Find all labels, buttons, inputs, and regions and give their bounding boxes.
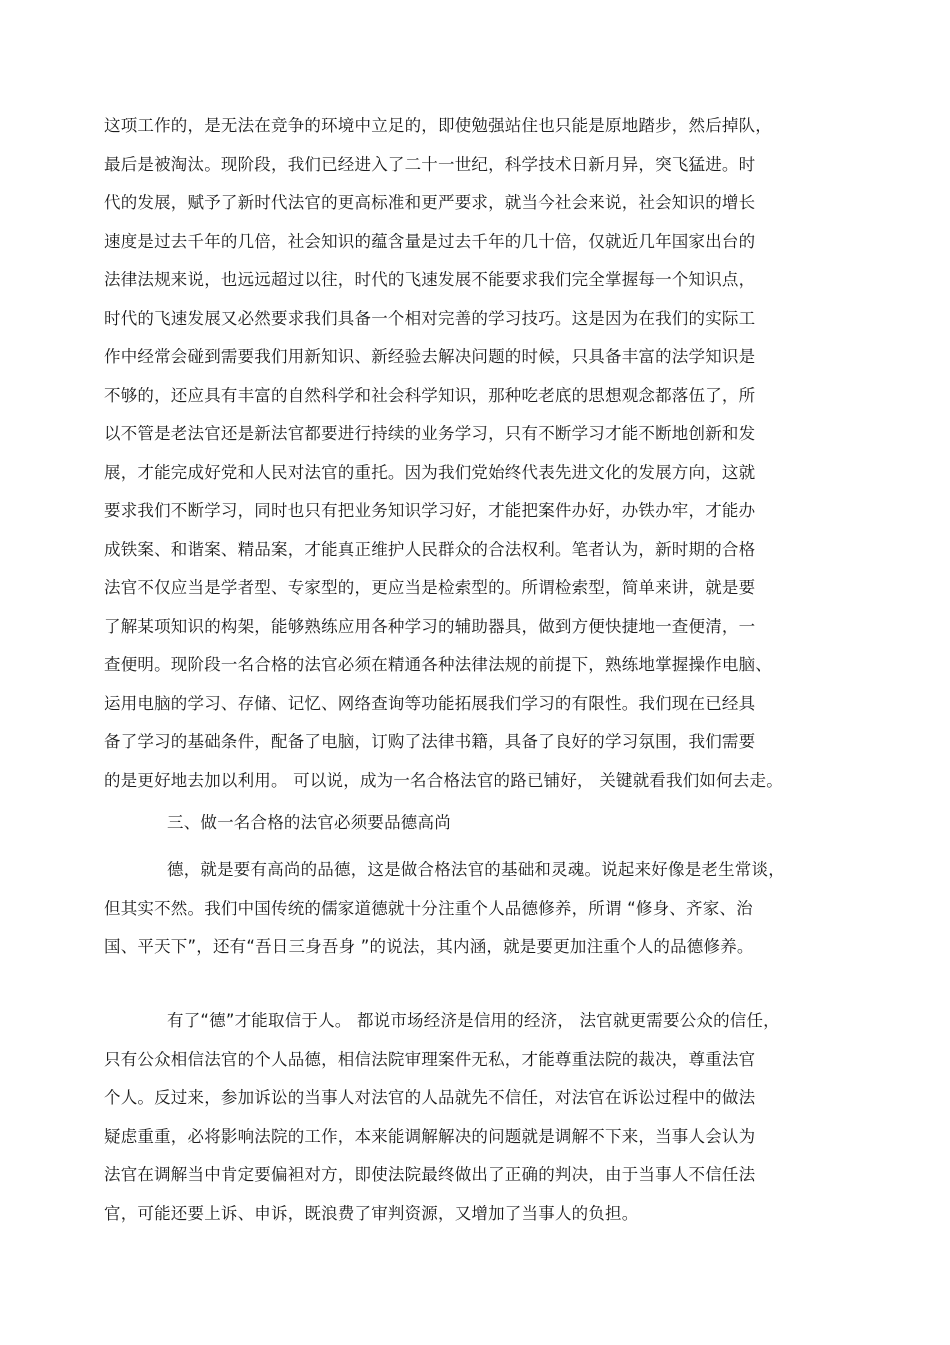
text-line: 国、平天下”，还有“吾日三身吾身 ”的说法，其内涵，就是要更加注重个人的品德修养。 — [104, 937, 754, 956]
paragraph-3 — [104, 1011, 864, 1242]
text-line: 但其实不然。我们中国传统的儒家道德就十分注重个人品德修养，所谓 “修身、齐家、治 — [104, 898, 753, 918]
text-line: 成铁案、和谐案、精品案，才能真正维护人民群众的合法权利。笔者认为，新时期的合格 — [104, 539, 756, 559]
text-line: 要求我们不断学习，同时也只有把业务知识学习好，才能把案件办好，办铁办牢，才能办 — [104, 501, 756, 520]
text-line: 查便明。现阶段一名合格的法官必须在精通各种法律法规的前提下，熟练地掌握操作电脑、 — [104, 655, 772, 674]
text-line: 运用电脑的学习、存储、记忆、网络查询等功能拓展我们学习的有限性。我们现在已经具 — [104, 693, 756, 713]
text-line: 的是更好地去加以利用。 可以说，成为一名合格法官的路已铺好， 关键就看我们如何去走。 — [104, 770, 783, 790]
text-line: 疑虑重重，必将影响法院的工作，本来能调解解决的问题就是调解不下来，当事人会认为 — [104, 1126, 756, 1146]
text-line: 不够的，还应具有丰富的自然科学和社会科学知识，那种吃老底的思想观念都落伍了，所 — [104, 385, 756, 405]
text-line: 展，才能完成好党和人民对法官的重托。因为我们党始终代表先进文化的发展方向，这就 — [104, 462, 756, 482]
text-line: 个人。反过来，参加诉讼的当事人对法官的人品就先不信任，对法官在诉讼过程中的做法 — [104, 1088, 756, 1107]
text-line: 法官在调解当中肯定要偏袒对方，即使法院最终做出了正确的判决，由于当事人不信任法 — [104, 1165, 756, 1184]
section-heading: 三、做一名合格的法官必须要品德高尚 — [167, 813, 451, 832]
paragraph-2 — [104, 860, 864, 976]
text-line: 这项工作的，是无法在竞争的环境中立足的，即使勉强站住也只能是原地踏步，然后掉队， — [104, 116, 772, 135]
text-line: 法官不仅应当是学者型、专家型的，更应当是检索型的。所谓检索型，简单来讲，就是要 — [104, 578, 756, 597]
text-line: 代的发展，赋予了新时代法官的更高标准和更严要求，就当今社会来说，社会知识的增长 — [104, 193, 756, 212]
text-line: 最后是被淘汰。现阶段，我们已经进入了二十一世纪，科学技术日新月异，突飞猛进。时 — [104, 154, 756, 174]
text-line: 备了学习的基础条件，配备了电脑，订购了法律书籍，具备了良好的学习氛围，我们需要 — [104, 732, 756, 751]
text-line: 有了“德”才能取信于人。 都说市场经济是信用的经济， 法官就更需要公众的信任， — [167, 1011, 780, 1030]
text-line: 只有公众相信法官的个人品德，相信法院审理案件无私，才能尊重法院的裁决，尊重法官 — [104, 1049, 756, 1069]
text-line: 法律法规来说，也远远超过以往，时代的飞速发展不能要求我们完全掌握每一个知识点， — [104, 270, 756, 289]
text-line: 时代的飞速发展又必然要求我们具备一个相对完善的学习技巧。这是因为在我们的实际工 — [104, 308, 756, 328]
text-line: 作中经常会碰到需要我们用新知识、新经验去解决问题的时候，只具备丰富的法学知识是 — [104, 347, 756, 366]
text-line: 官，可能还要上诉、申诉，既浪费了审判资源，又增加了当事人的负担。 — [104, 1203, 639, 1223]
text-line: 德，就是要有高尚的品德，这是做合格法官的基础和灵魂。说起来好像是老生常谈， — [167, 860, 785, 879]
text-line: 了解某项知识的构架，能够熟练应用各种学习的辅助器具，做到方便快捷地一查便清，一 — [104, 616, 756, 636]
text-line: 以不管是老法官还是新法官都要进行持续的业务学习，只有不断学习才能不断地创新和发 — [104, 424, 756, 443]
paragraph-continued — [104, 116, 864, 809]
section-heading-block — [104, 813, 864, 852]
text-line: 速度是过去千年的几倍，社会知识的蕴含量是过去千年的几十倍，仅就近几年国家出台的 — [104, 231, 756, 251]
